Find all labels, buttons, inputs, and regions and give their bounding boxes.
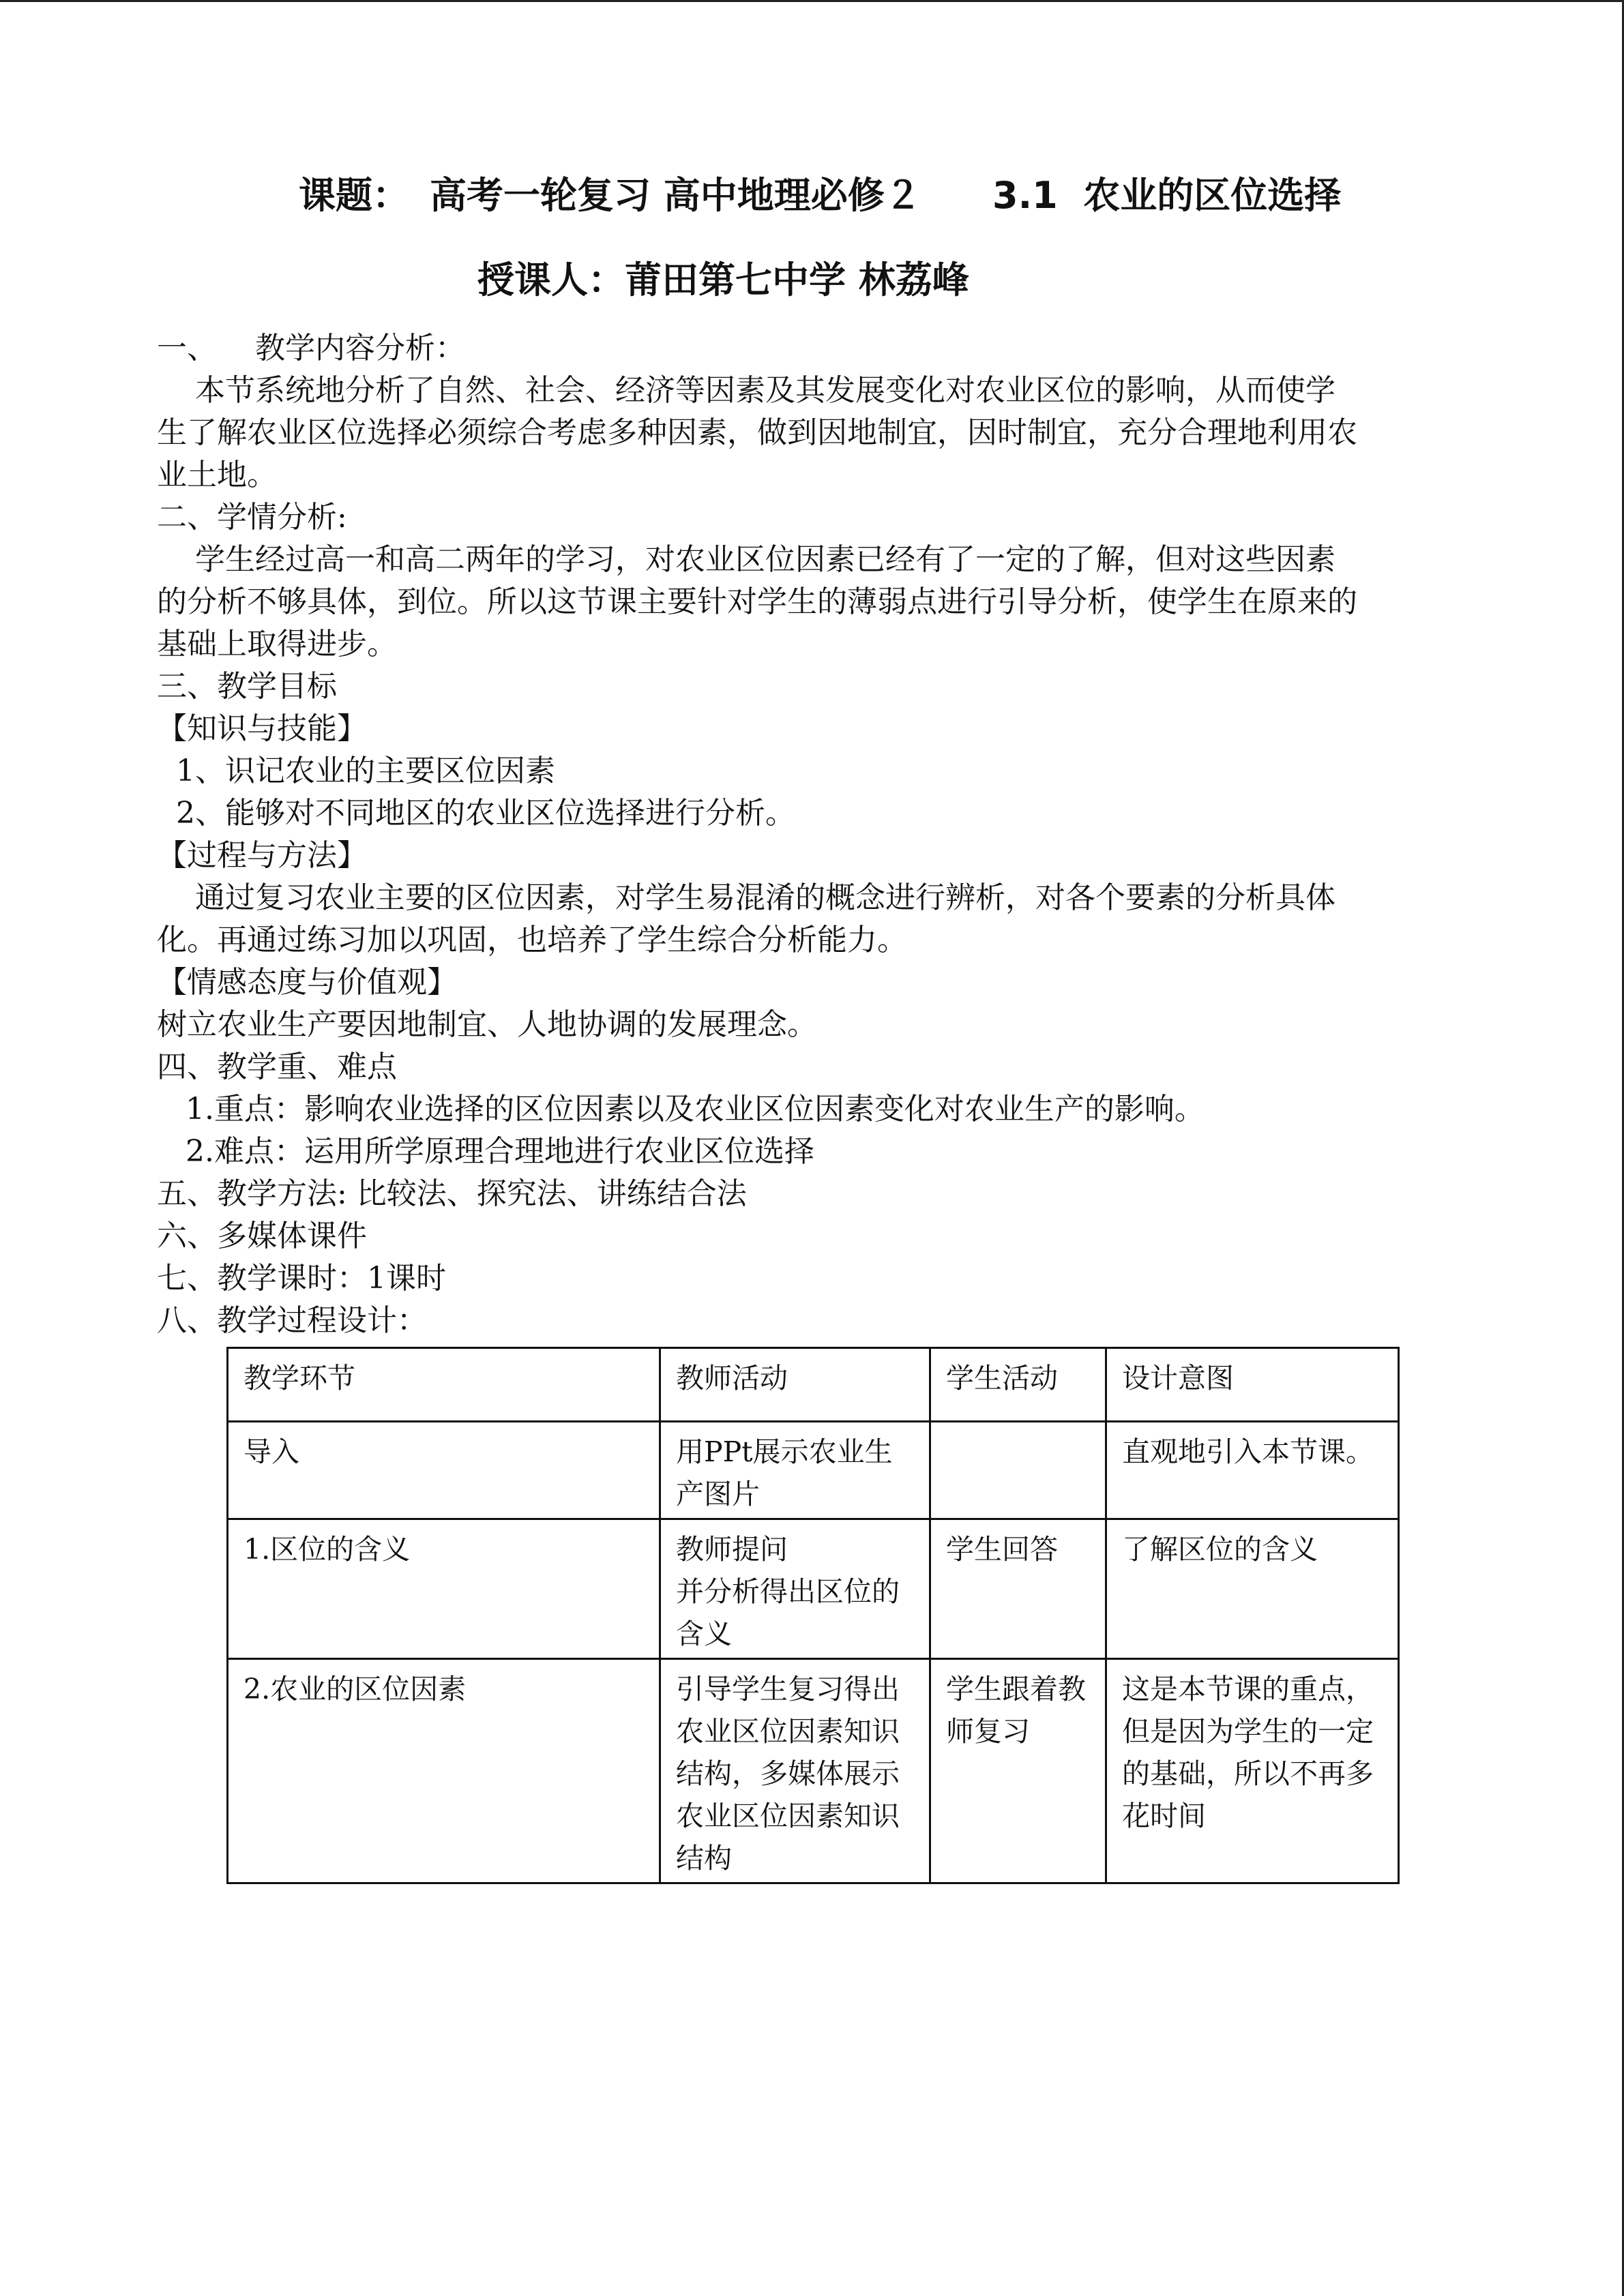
student-cell — [930, 1422, 1106, 1519]
table-row — [228, 1659, 1399, 1883]
knowledge-item: 2、能够对不同地区的农业区位选择进行分析。 — [157, 796, 795, 831]
cell-line: 学生跟着教 — [946, 1673, 1086, 1705]
cell-line: 花时间 — [1122, 1800, 1206, 1832]
cell-line: 并分析得出区位的 — [676, 1575, 900, 1608]
section-6-multimedia: 六、多媒体课件 — [157, 1219, 367, 1253]
table-row — [228, 1422, 1399, 1519]
cell-line: 含义 — [676, 1617, 732, 1650]
section-1-body-line: 生了解农业区位选择必须综合考虑多种因素，做到因地制宜，因时制宜，充分合理地利用农 — [157, 415, 1357, 450]
cell-line: 结构 — [676, 1842, 732, 1875]
cell-line: 结构，多媒体展示 — [676, 1757, 900, 1790]
section-5-methods: 五、教学方法: 比较法、探究法、讲练结合法 — [157, 1176, 747, 1211]
section-3-heading: 三、教学目标 — [157, 669, 337, 704]
emotion-body: 树立农业生产要因地制宜、人地协调的发展理念。 — [157, 1007, 817, 1042]
cell-line: 的基础，所以不再多 — [1122, 1757, 1374, 1790]
cell-line: 产图片 — [676, 1478, 760, 1510]
key-point: 1.重点：影响农业选择的区位因素以及农业区位因素变化对农业生产的影响。 — [157, 1092, 1205, 1127]
knowledge-heading: 【知识与技能】 — [157, 711, 367, 746]
section-1-body-line: 业土地。 — [157, 458, 277, 492]
cell-line: 这是本节课的重点， — [1122, 1673, 1374, 1705]
section-4-heading: 四、教学重、难点 — [157, 1049, 397, 1084]
teacher-cell — [660, 1422, 930, 1519]
title-label: 课题： — [299, 174, 409, 217]
cell-line: 农业区位因素知识 — [676, 1800, 900, 1832]
column-header-teacher: 教师活动 — [660, 1348, 930, 1422]
cell-line: 了解区位的含义 — [1122, 1533, 1318, 1566]
cell-line: 教师提问 — [676, 1533, 788, 1566]
cell-line: 学生回答 — [946, 1533, 1058, 1566]
difficult-point: 2.难点：运用所学原理合理地进行农业区位选择 — [157, 1134, 814, 1169]
column-header-student: 学生活动 — [930, 1348, 1106, 1422]
student-cell — [930, 1519, 1106, 1659]
emotion-heading: 【情感态度与价值观】 — [157, 965, 457, 1000]
cell-line: 用PPt展示农业生 — [676, 1435, 893, 1468]
teacher-cell — [660, 1519, 930, 1659]
process-heading: 【过程与方法】 — [157, 838, 367, 873]
section-7-class-hours: 七、教学课时：1课时 — [157, 1261, 446, 1296]
process-body-line: 化。再通过练习加以巩固，也培养了学生综合分析能力。 — [157, 923, 907, 957]
student-cell — [930, 1659, 1106, 1883]
section-2-body-line: 学生经过高一和高二两年的学习，对农业区位因素已经有了一定的了解，但对这些因素 — [157, 542, 1335, 577]
column-header-intent: 设计意图 — [1106, 1348, 1399, 1422]
title-course: 高考一轮复习 高中地理必修２ — [430, 174, 921, 217]
stage-cell: 导入 — [228, 1422, 660, 1519]
section-2-body-line: 基础上取得进步。 — [157, 627, 397, 661]
column-header-stage: 教学环节 — [228, 1348, 660, 1422]
table-header-row — [228, 1348, 1399, 1422]
cell-line: 农业区位因素知识 — [676, 1715, 900, 1748]
section-1-body-line: 本节系统地分析了自然、社会、经济等因素及其发展变化对农业区位的影响，从而使学 — [157, 373, 1335, 408]
lecturer: 授课人：莆田第七中学 林荔峰 — [477, 258, 969, 301]
stage-cell: 1.区位的含义 — [228, 1519, 660, 1659]
section-2-heading: 二、学情分析: — [157, 500, 347, 535]
title-topic: 3.1 农业的区位选择 — [992, 174, 1342, 217]
cell-line: 师复习 — [946, 1715, 1030, 1748]
page-top-border — [0, 0, 1624, 2]
table-row — [228, 1519, 1399, 1659]
section-8-heading: 八、教学过程设计： — [157, 1303, 427, 1338]
cell-line: 引导学生复习得出 — [676, 1673, 900, 1705]
knowledge-item: 1、识记农业的主要区位因素 — [157, 754, 555, 788]
teaching-process-table — [226, 1347, 1400, 1884]
section-2-body-line: 的分析不够具体，到位。所以这节课主要针对学生的薄弱点进行引导分析，使学生在原来的 — [157, 584, 1357, 619]
intent-cell — [1106, 1519, 1399, 1659]
teacher-cell — [660, 1659, 930, 1883]
cell-line: 直观地引入本节课。 — [1122, 1435, 1374, 1468]
intent-cell — [1106, 1422, 1399, 1519]
process-body-line: 通过复习农业主要的区位因素，对学生易混淆的概念进行辨析，对各个要素的分析具体 — [157, 880, 1335, 915]
section-1-heading: 一、 教学内容分析： — [157, 331, 465, 366]
stage-cell: 2.农业的区位因素 — [228, 1659, 660, 1883]
cell-line: 但是因为学生的一定 — [1122, 1715, 1374, 1748]
intent-cell — [1106, 1659, 1399, 1883]
